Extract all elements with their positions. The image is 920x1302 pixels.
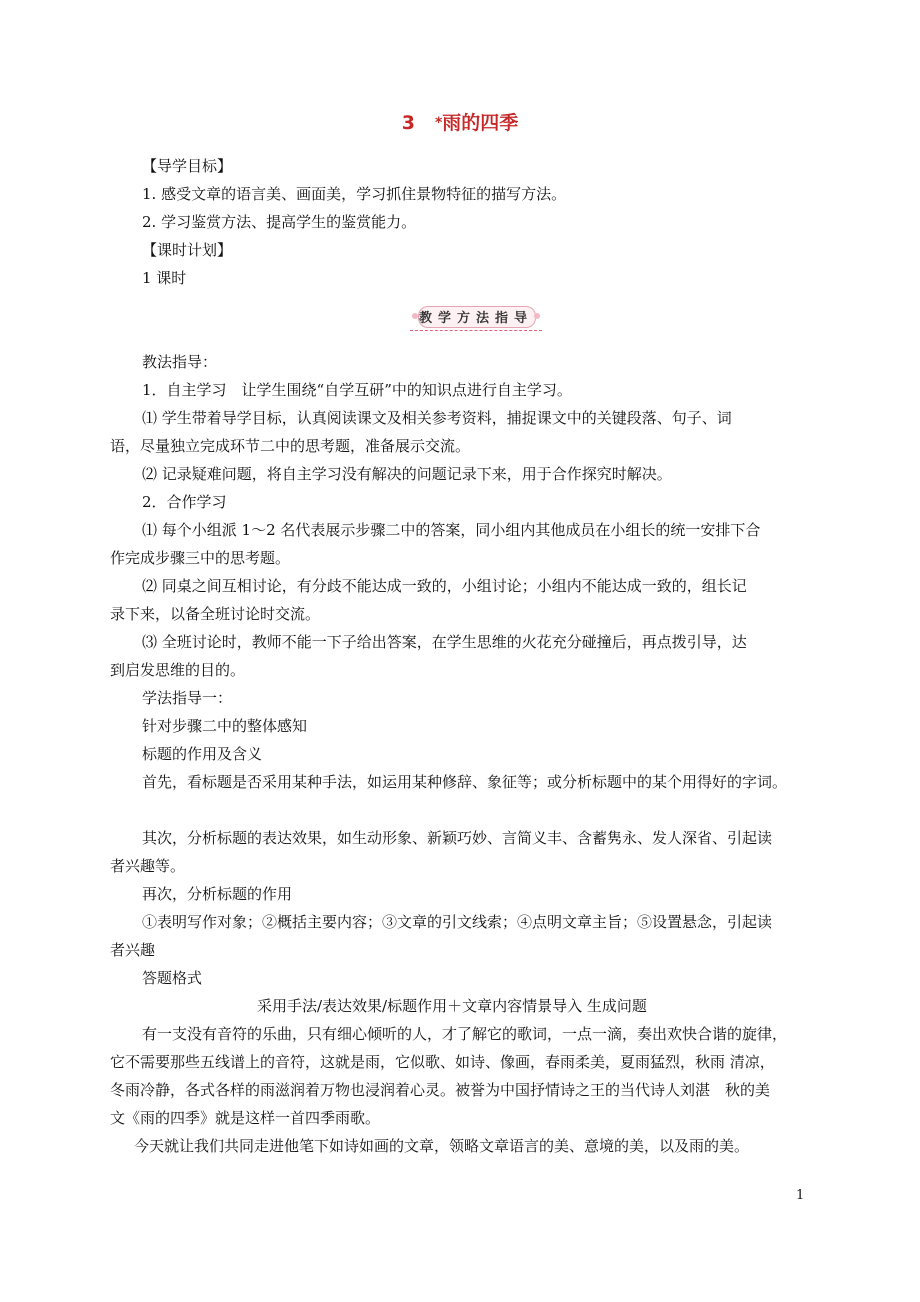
paragraph-line: 1．自主学习 让学生围绕“自学互研”中的知识点进行自主学习。 <box>142 381 572 399</box>
schedule-text: 1 课时 <box>142 269 187 287</box>
paragraph-line: 教法指导： <box>142 353 218 371</box>
paragraph-line: 采用手法/表达效果/标题作用＋文章内容情景导入 生成问题 <box>257 997 647 1015</box>
paragraph-line: ⑶ 全班讨论时，教师不能一下子给出答案，在学生思维的火花充分碰撞后，再点拨引导，达 <box>142 633 747 651</box>
paragraph-line: ①表明写作对象；②概括主要内容；③文章的引文线索；④点明文章主旨；⑤设置悬念，引起读 <box>142 913 773 931</box>
paragraph-line: 者兴趣 <box>110 941 156 959</box>
paragraph-line: 文《雨的四季》就是这样一首四季雨歌。 <box>110 1109 381 1127</box>
paragraph-line: 者兴趣等。 <box>110 857 186 875</box>
paragraph-line: 作完成步骤三中的思考题。 <box>110 549 291 567</box>
paragraph-line: 今天就让我们共同走进他笔下如诗如画的文章，领略文章语言的美、意境的美，以及雨的美。 <box>134 1137 750 1155</box>
page-number: 1 <box>796 1188 805 1203</box>
lesson-title: 雨的四季 <box>442 112 519 134</box>
paragraph-line: ⑴ 每个小组派 1～2 名代表展示步骤二中的答案，同小组内其他成员在小组长的统一安排下合 <box>142 521 761 539</box>
paragraph-line: 有一支没有音符的乐曲，只有细心倾听的人，才了解它的歌词，一点一滴，奏出欢快合谐的旋律， <box>142 1025 788 1043</box>
paragraph-line: 语，尽量独立完成环节二中的思考题，准备展示交流。 <box>110 437 471 455</box>
paragraph-line: ⑴ 学生带着导学目标，认真阅读课文及相关参考资料，捕捉课文中的关键段落、句子、词 <box>142 409 732 427</box>
method-guide-banner <box>410 303 542 329</box>
paragraph-line: 标题的作用及含义 <box>142 745 263 763</box>
page-title <box>0 108 920 135</box>
goal-item-1: 1. 感受文章的语言美、画面美，学习抓住景物特征的描写方法。 <box>142 185 567 203</box>
lesson-number: 3 <box>401 112 415 134</box>
optional-mark: * <box>434 115 443 131</box>
paragraph-line: 学法指导一： <box>142 689 233 707</box>
section-heading-goals: 【导学目标】 <box>142 157 233 175</box>
paragraph-line: 它不需要那些五线谱上的音符，这就是雨，它似歌、如诗、像画，春雨柔美，夏雨猛烈，秋雨 清凉， <box>110 1053 775 1071</box>
paragraph-line: 到启发思维的目的。 <box>110 661 246 679</box>
banner-text: 教学方法指导 <box>418 311 533 326</box>
section-heading-schedule: 【课时计划】 <box>142 241 233 259</box>
paragraph-line: 再次，分析标题的作用 <box>142 885 293 903</box>
paragraph-line: 冬雨冷静，各式各样的雨滋润着万物也浸润着心灵。被誉为中国抒情诗之王的当代诗人刘湛 秋的美 <box>110 1081 771 1099</box>
paragraph-line: 首先，看标题是否采用某种手法，如运用某种修辞、象征等；或分析标题中的某个用得好的字词。 <box>142 773 788 791</box>
paragraph-line: ⑵ 记录疑难问题，将自主学习没有解决的问题记录下来，用于合作探究时解决。 <box>142 465 672 483</box>
paragraph-line: 答题格式 <box>142 969 203 987</box>
paragraph-line: 针对步骤二中的整体感知 <box>142 717 308 735</box>
paragraph-line: 2．合作学习 <box>142 493 227 511</box>
goal-item-2: 2. 学习鉴赏方法、提高学生的鉴赏能力。 <box>142 213 417 231</box>
paragraph-line: ⑵ 同桌之间互相讨论，有分歧不能达成一致的，小组讨论；小组内不能达成一致的，组长记 <box>142 577 747 595</box>
paragraph-line: 录下来，以备全班讨论时交流。 <box>110 605 321 623</box>
banner-underline <box>410 330 542 331</box>
paragraph-line: 其次，分析标题的表达效果，如生动形象、新颖巧妙、言简义丰、含蓄隽永、发人深省、引起读 <box>142 829 773 847</box>
